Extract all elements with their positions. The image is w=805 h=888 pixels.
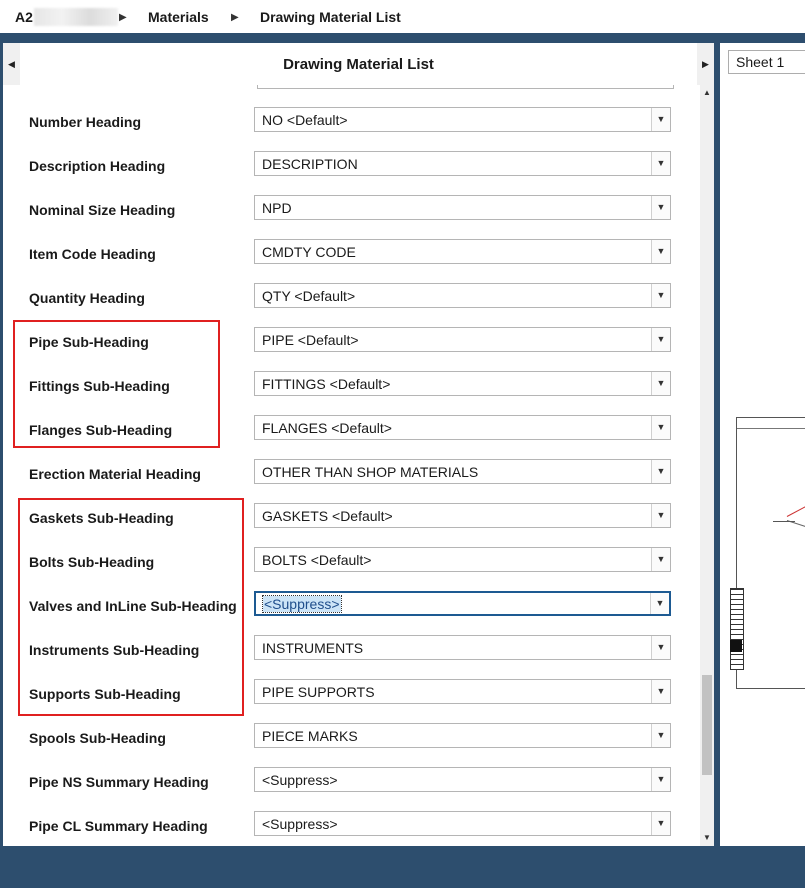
chevron-down-icon[interactable]: ▼ <box>651 548 670 571</box>
chevron-down-icon[interactable]: ▼ <box>651 372 670 395</box>
sheet-selector[interactable]: Sheet 1 <box>728 50 805 74</box>
setting-row <box>3 100 700 144</box>
setting-label: Pipe Sub-Heading <box>29 334 149 350</box>
setting-label: Quantity Heading <box>29 290 145 306</box>
setting-dropdown[interactable] <box>254 503 671 528</box>
chevron-down-icon[interactable]: ▼ <box>651 504 670 527</box>
breadcrumb-root[interactable]: A2 <box>15 9 33 25</box>
setting-dropdown[interactable] <box>254 811 671 836</box>
chevron-down-icon[interactable]: ▼ <box>651 460 670 483</box>
drawing-title-grid <box>730 588 744 670</box>
setting-row <box>3 232 700 276</box>
setting-row <box>3 760 700 804</box>
setting-dropdown[interactable] <box>254 635 671 660</box>
setting-label: Gaskets Sub-Heading <box>29 510 174 526</box>
chevron-down-icon[interactable]: ▼ <box>651 240 670 263</box>
setting-label: Item Code Heading <box>29 246 156 262</box>
breadcrumb-materials[interactable]: Materials <box>148 9 209 25</box>
setting-row <box>3 452 700 496</box>
setting-dropdown[interactable] <box>254 371 671 396</box>
chevron-right-icon: ▶ <box>231 12 239 23</box>
setting-label: Valves and InLine Sub-Heading <box>29 598 237 614</box>
setting-label: Instruments Sub-Heading <box>29 642 200 658</box>
setting-label: Pipe NS Summary Heading <box>29 774 209 790</box>
setting-label: Description Heading <box>29 158 166 174</box>
setting-label: Flanges Sub-Heading <box>29 422 173 438</box>
setting-row <box>3 716 700 760</box>
dropdown-value: <Suppress> <box>262 816 338 832</box>
dropdown-value: PIECE MARKS <box>262 728 358 744</box>
drawing-line <box>773 521 795 522</box>
chevron-down-icon[interactable]: ▼ <box>651 812 670 835</box>
setting-label: Bolts Sub-Heading <box>29 554 155 570</box>
chevron-down-icon[interactable]: ▼ <box>651 108 670 131</box>
setting-label: Spools Sub-Heading <box>29 730 166 746</box>
partial-combo-above <box>257 85 674 89</box>
dropdown-value: PIPE <Default> <box>262 332 359 348</box>
setting-dropdown[interactable] <box>254 459 671 484</box>
chevron-down-icon[interactable]: ▼ <box>651 416 670 439</box>
dropdown-value: PIPE SUPPORTS <box>262 684 375 700</box>
setting-dropdown[interactable] <box>254 195 671 220</box>
setting-dropdown[interactable] <box>254 107 671 132</box>
setting-label: Erection Material Heading <box>29 466 201 482</box>
setting-label: Pipe CL Summary Heading <box>29 818 208 834</box>
dropdown-value: DESCRIPTION <box>262 156 358 172</box>
chevron-down-icon[interactable]: ▼ <box>651 284 670 307</box>
chevron-down-icon[interactable]: ▼ <box>651 724 670 747</box>
chevron-right-icon: ▶ <box>119 12 127 23</box>
breadcrumb-current-page: Drawing Material List <box>260 9 401 25</box>
drawing-frame <box>737 428 805 689</box>
setting-dropdown[interactable] <box>254 151 671 176</box>
setting-row <box>3 804 700 846</box>
preview-panel <box>720 43 805 846</box>
panel-header <box>3 43 714 85</box>
highlight-box-gaskets-to-supports <box>18 498 244 716</box>
vertical-scrollbar[interactable] <box>700 85 714 846</box>
dropdown-value: INSTRUMENTS <box>262 640 364 656</box>
chevron-down-icon[interactable]: ▼ <box>651 328 670 351</box>
setting-row <box>3 188 700 232</box>
dropdown-value: BOLTS <Default> <box>262 552 372 568</box>
chevron-down-icon[interactable]: ▼ <box>651 768 670 791</box>
setting-dropdown[interactable] <box>254 239 671 264</box>
highlight-box-pipe-fittings-flanges <box>13 320 220 448</box>
scroll-up-icon[interactable]: ▲ <box>703 88 711 97</box>
dropdown-value: FITTINGS <Default> <box>262 376 391 392</box>
chevron-down-icon[interactable]: ▼ <box>651 680 670 703</box>
setting-dropdown[interactable] <box>254 767 671 792</box>
setting-dropdown[interactable] <box>254 415 671 440</box>
redacted-project-name <box>34 8 118 26</box>
panel-next-button[interactable] <box>697 43 714 85</box>
drawing-preview <box>736 417 805 689</box>
setting-label: Number Heading <box>29 114 142 130</box>
dropdown-value: GASKETS <Default> <box>262 508 393 524</box>
dropdown-value: <Suppress> <box>264 596 340 612</box>
chevron-down-icon[interactable]: ▼ <box>651 152 670 175</box>
panel-title: Drawing Material List <box>283 56 434 73</box>
scroll-down-icon[interactable]: ▼ <box>703 833 711 842</box>
setting-row <box>3 276 700 320</box>
scrollbar-thumb[interactable] <box>702 675 712 775</box>
drawing-block <box>730 640 742 652</box>
setting-dropdown[interactable] <box>254 723 671 748</box>
setting-label: Supports Sub-Heading <box>29 686 181 702</box>
dropdown-value: OTHER THAN SHOP MATERIALS <box>262 464 479 480</box>
setting-dropdown[interactable] <box>254 283 671 308</box>
dropdown-value: NPD <box>262 200 292 216</box>
chevron-down-icon[interactable]: ▼ <box>651 196 670 219</box>
chevron-down-icon[interactable]: ▼ <box>651 636 670 659</box>
dropdown-value: QTY <Default> <box>262 288 356 304</box>
setting-dropdown[interactable] <box>254 547 671 572</box>
heading-settings-list <box>3 85 700 846</box>
chevron-down-icon[interactable]: ▼ <box>650 593 669 614</box>
setting-dropdown[interactable] <box>254 591 671 616</box>
chevron-right-icon: ▶ <box>702 59 709 69</box>
setting-label: Nominal Size Heading <box>29 202 176 218</box>
setting-dropdown[interactable] <box>254 327 671 352</box>
dropdown-value: FLANGES <Default> <box>262 420 392 436</box>
chevron-left-icon: ◀ <box>8 59 15 69</box>
dropdown-value: <Suppress> <box>262 772 338 788</box>
setting-label: Fittings Sub-Heading <box>29 378 170 394</box>
breadcrumb <box>0 0 805 33</box>
dropdown-value: CMDTY CODE <box>262 244 356 260</box>
dropdown-value: NO <Default> <box>262 112 348 128</box>
setting-row <box>3 144 700 188</box>
setting-dropdown[interactable] <box>254 679 671 704</box>
